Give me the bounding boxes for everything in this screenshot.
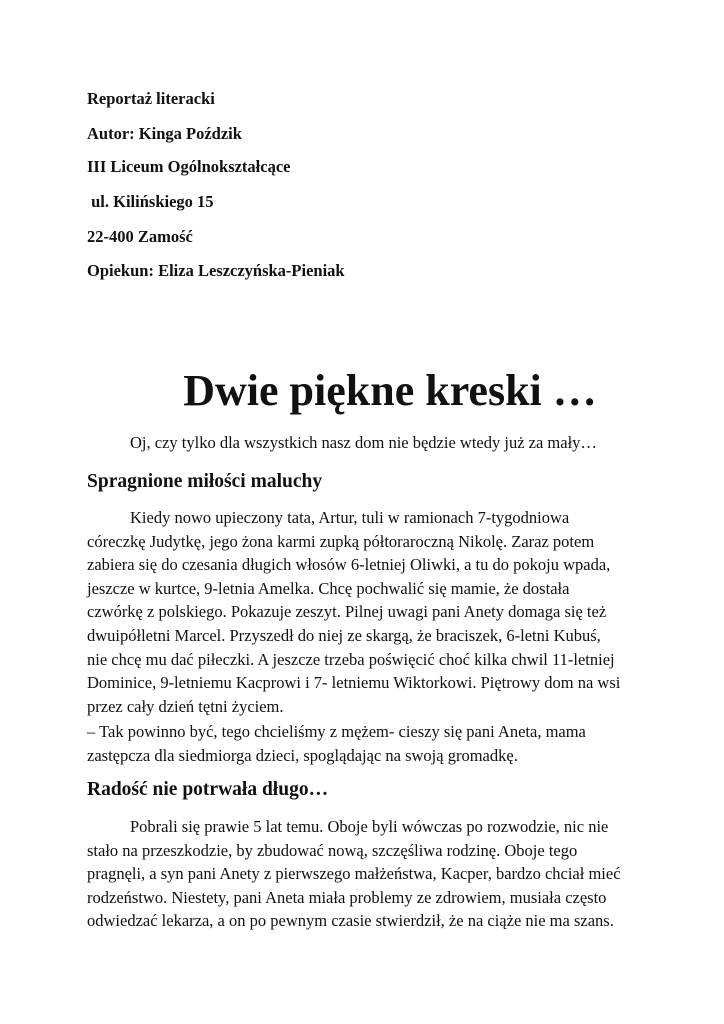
paragraph: [87, 506, 647, 718]
paragraph-line: zastępcza dla siedmiorga dzieci, spoglądając na swoją gromadkę.: [87, 745, 518, 765]
paragraph-line: stało na przeszkodzie, by zbudować nową, szczęśliwa rodzinę. Oboje tego: [87, 840, 578, 860]
paragraph-line: przez cały dzień tętni życiem.: [87, 696, 284, 716]
paragraph-line: rodzeństwo. Niestety, pani Aneta miała problemy ze zdrowiem, musiała często: [87, 887, 607, 907]
paragraph-line: dwuipółletni Marcel. Przyszedł do niej ze skargą, że braciszek, 6-letni Kubuś,: [87, 625, 601, 645]
paragraph-line: odwiedzać lekarza, a on po pewnym czasie stwierdził, że na ciąże nie ma szans.: [87, 911, 614, 931]
paragraph-line: córeczkę Judytkę, jego żona karmi zupką półtoraroczną Nikolę. Zaraz potem: [87, 531, 595, 551]
section-heading: Radość nie potrwała długo…: [87, 779, 329, 800]
section-heading: Spragnione miłości maluchy: [87, 471, 323, 492]
school-line: III Liceum Ogólnokształcące: [87, 157, 291, 176]
paragraph-line: Kiedy nowo upieczony tata, Artur, tuli w ramionach 7-tygodniowa: [130, 508, 570, 527]
paragraph: [87, 720, 647, 767]
author-line: Autor: Kinga Poździk: [87, 124, 242, 143]
city-line: 22-400 Zamość: [87, 227, 193, 246]
paragraph-line: zabiera się do czesania długich włosów 6-letniej Oliwki, a tu do pokoju wpada,: [87, 555, 611, 575]
article-title: Dwie piękne kreski …: [183, 366, 597, 415]
street-line: ul. Kilińskiego 15: [87, 192, 214, 211]
article-lead: Oj, czy tylko dla wszystkich nasz dom nie będzie wtedy już za mały…: [130, 433, 597, 452]
paragraph-line: Dominice, 9-letniemu Kacprowi i 7- letniemu Wiktorkowi. Piętrowy dom na wsi: [87, 673, 621, 693]
paragraph-line: nie chcę mu dać piłeczki. A jeszcze trzeba poświęcić choć kilka chwil 11-letniej: [87, 649, 615, 669]
paragraph-line: Pobrali się prawie 5 lat temu. Oboje byli wówczas po rozwodzie, nic nie: [130, 817, 609, 836]
paragraph: [87, 815, 647, 933]
paragraph-line: – Tak powinno być, tego chcieliśmy z mężem- cieszy się pani Aneta, mama: [87, 722, 586, 741]
paragraph-line: czwórkę z polskiego. Pokazuje zeszyt. Pilnej uwagi pani Anety domaga się też: [87, 602, 607, 622]
paragraph-line: jeszcze w kurtce, 9-letnia Amelka. Chcę pochwalić się mamie, że dostała: [87, 578, 570, 598]
paragraph-line: pragnęli, a syn pani Anety z pierwszego małżeństwa, Kacper, bardzo chciał mieć: [87, 864, 621, 884]
report-type-line: Reportaż literacki: [87, 89, 215, 108]
supervisor-line: Opiekun: Eliza Leszczyńska-Pieniak: [87, 261, 345, 280]
